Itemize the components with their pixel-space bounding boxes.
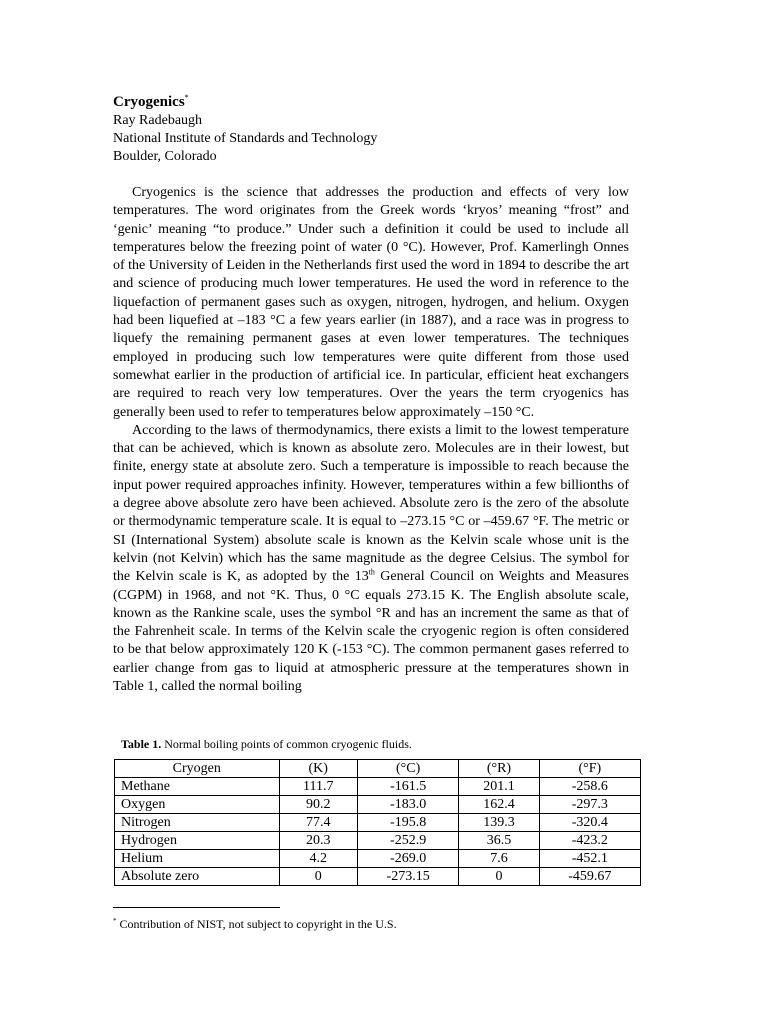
paragraph-2 (113, 422, 629, 696)
table-row (115, 832, 641, 850)
cell-kelvin: 4.2 (279, 850, 357, 868)
cell-cryogen: Absolute zero (115, 868, 280, 886)
table-row (115, 814, 641, 832)
header-celsius: (°C) (357, 760, 458, 778)
cell-cryogen: Nitrogen (115, 814, 280, 832)
cell-celsius: -161.5 (357, 778, 458, 796)
cell-kelvin: 111.7 (279, 778, 357, 796)
cell-kelvin: 0 (279, 868, 357, 886)
cell-celsius: -183.0 (357, 796, 458, 814)
boiling-points-table (114, 759, 641, 886)
table-row (115, 778, 641, 796)
paragraph-1: Cryogenics is the science that addresses the production and effects of very low temperatures. The word originates from the Greek words ‘kryos’ meaning “frost” and ‘genic’ meaning “to produce.” Under such a definition it could be used to include all temperatures below the freezing point of water (0 °C). However, Prof. Kamerlingh Onnes of the University of Leiden in the Netherlands first used the word in 1894 to describe the art and science of producing much lower temperatures. He used the word in reference to the liquefaction of permanent gases such as oxygen, nitrogen, hydrogen, and helium. Oxygen had been liquefied at –183 °C a few years earlier (in 1887), and a race was in progress to liquefy the remaining permanent gases at even lower temperatures. The techniques employed in producing such low temperatures were quite different from those used somewhat earlier in the production of artificial ice. In particular, efficient heat exchangers are required to reach very low temperatures. Over the years the term cryogenics has generally been used to refer to temperatures below approximately –150 °C. (113, 185, 629, 420)
paragraph-2-part-a: According to the laws of thermodynamics, there exists a limit to the lowest temperature that can be achieved, which is known as absolute zero. Molecules are in their lowest, but finite, energy state at absolute zero. Such a temperature is impossible to reach because the input power required approaches infinity. However, temperatures within a few billionths of a degree above absolute zero have been achieved. Absolute zero is the zero of the absolute or thermodynamic temperature scale. It is equal to –273.15 °C or –459.67 °F. The metric or SI (International System) absolute scale is known as the Kelvin scale whose unit is the kelvin (not Kelvin) which has the same magnitude as the degree Celsius. The symbol for the Kelvin scale is K, as adopted by the (113, 422, 629, 585)
footnote-divider (113, 907, 280, 908)
document-title (113, 92, 629, 112)
cell-rankine: 36.5 (459, 832, 539, 850)
cell-cryogen: Helium (115, 850, 280, 868)
cell-fahrenheit: -459.67 (539, 868, 640, 886)
header-fahrenheit: (°F) (539, 760, 640, 778)
table-row (115, 850, 641, 868)
cell-rankine: 7.6 (459, 850, 539, 868)
cell-celsius: -273.15 (357, 868, 458, 886)
author-name: Ray Radebaugh (113, 113, 203, 128)
document-page (113, 92, 629, 696)
cell-kelvin: 90.2 (279, 796, 357, 814)
footnote (113, 916, 397, 932)
table-caption (121, 737, 412, 752)
cell-rankine: 139.3 (459, 814, 539, 832)
header-kelvin: (K) (279, 760, 357, 778)
cell-cryogen: Methane (115, 778, 280, 796)
cell-fahrenheit: -423.2 (539, 832, 640, 850)
cell-rankine: 162.4 (459, 796, 539, 814)
cell-cryogen: Hydrogen (115, 832, 280, 850)
table-row (115, 868, 641, 886)
table-caption-label: Table 1. (121, 737, 162, 751)
cell-fahrenheit: -452.1 (539, 850, 640, 868)
cell-rankine: 0 (459, 868, 539, 886)
footnote-text: Contribution of NIST, not subject to copyright in the U.S. (116, 917, 397, 931)
cell-cryogen: Oxygen (115, 796, 280, 814)
paragraph-2-part-b: General Council on Weights and Measures (CGPM) in 1968, and not °K. Thus, 0 °C equals 273.15 K. The English absolute scale, known as the Rankine scale, uses the symbol °R and has an increment the same as that of the Fahrenheit scale. In terms of the Kelvin scale the cryogenic region is often considered to be that below approximately 120 K (-153 °C). The common permanent gases referred to earlier change from gas to liquid at atmospheric pressure at the temperatures shown in Table 1, called the normal boiling (113, 569, 630, 695)
cell-celsius: -269.0 (357, 850, 458, 868)
paragraph-2-ordinal-suffix: th (368, 567, 375, 577)
header-cryogen: Cryogen (115, 760, 280, 778)
cell-kelvin: 20.3 (279, 832, 357, 850)
paragraph-2-ordinal: 13 (354, 569, 369, 585)
cell-celsius: -252.9 (357, 832, 458, 850)
title-text: Cryogenics (113, 94, 185, 110)
title-footnote-mark: * (184, 93, 189, 102)
table-row (115, 796, 641, 814)
cell-kelvin: 77.4 (279, 814, 357, 832)
table-header-row (115, 760, 641, 778)
cell-rankine: 201.1 (459, 778, 539, 796)
cell-fahrenheit: -320.4 (539, 814, 640, 832)
cell-celsius: -195.8 (357, 814, 458, 832)
header-rankine: (°R) (459, 760, 539, 778)
cell-fahrenheit: -258.6 (539, 778, 640, 796)
cell-fahrenheit: -297.3 (539, 796, 640, 814)
document-body (113, 184, 629, 696)
author-institution: National Institute of Standards and Technology (113, 131, 378, 146)
table-caption-text: Normal boiling points of common cryogenic fluids. (161, 737, 412, 751)
footnote-mark: * (113, 917, 117, 925)
author-location: Boulder, Colorado (113, 149, 217, 164)
